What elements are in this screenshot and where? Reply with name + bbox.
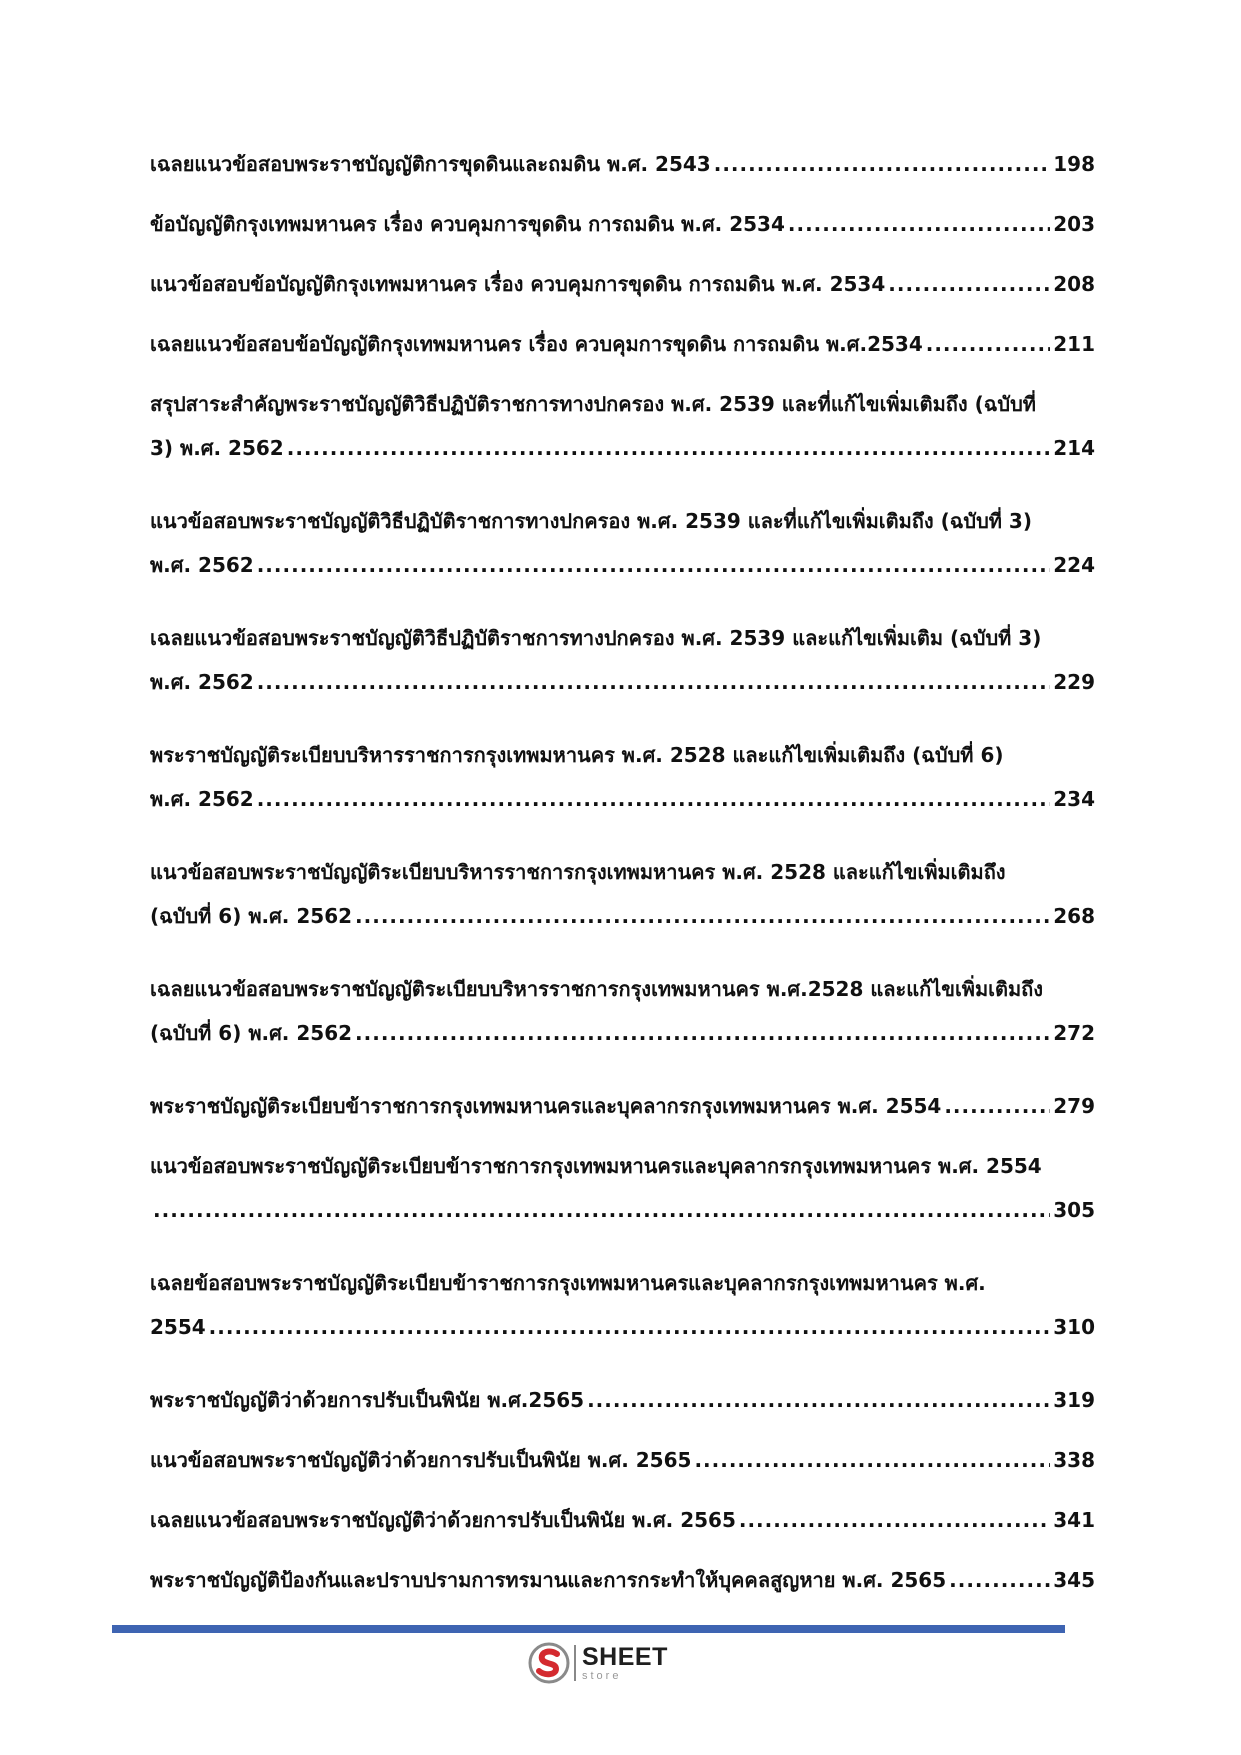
toc-entry-title: พระราชบัญญัติระเบียบข้าราชการกรุงเทพมหานครและบุคลากรกรุงเทพมหานคร พ.ศ. 2554: [150, 1094, 942, 1118]
toc-leader-dots: [153, 1196, 1050, 1225]
toc-entry[interactable]: [150, 1566, 1095, 1595]
toc-entry-page: 198: [1053, 152, 1095, 176]
toc-leader-dots: [944, 1092, 1050, 1121]
table-of-contents: [150, 150, 1095, 1626]
toc-entry-page: 305: [1053, 1198, 1095, 1222]
toc-entry-page: 208: [1053, 272, 1095, 296]
toc-entry-title-line1: แนวข้อสอบพระราชบัญญัติระเบียบข้าราชการกรุงเทพมหานครและบุคลากรกรุงเทพมหานคร พ.ศ. 2554: [150, 1154, 1042, 1178]
toc-entry-title: เฉลยแนวข้อสอบพระราชบัญญัติการขุดดินและถมดิน พ.ศ. 2543: [150, 152, 711, 176]
toc-entry-title-line1: พระราชบัญญัติระเบียบบริหารราชการกรุงเทพมหานคร พ.ศ. 2528 และแก้ไขเพิ่มเติมถึง (ฉบับที่ 6): [150, 743, 1004, 767]
toc-entry-page: 338: [1053, 1448, 1095, 1472]
toc-leader-dots: [926, 330, 1051, 359]
toc-entry[interactable]: [150, 507, 1095, 580]
toc-entry[interactable]: [150, 624, 1095, 697]
toc-entry-title-line2: (ฉบับที่ 6) พ.ศ. 2562: [150, 1021, 353, 1045]
toc-leader-dots: [714, 150, 1051, 179]
toc-entry-page: 224: [1053, 553, 1095, 577]
toc-leader-dots: [355, 1019, 1050, 1048]
toc-entry-page: 211: [1053, 332, 1095, 356]
toc-entry-title: แนวข้อสอบข้อบัญญัติกรุงเทพมหานคร เรื่อง ควบคุมการขุดดิน การถมดิน พ.ศ. 2534: [150, 272, 886, 296]
toc-entry[interactable]: [150, 270, 1095, 299]
toc-entry-title-line1: แนวข้อสอบพระราชบัญญัติวิธีปฏิบัติราชการทางปกครอง พ.ศ. 2539 และที่แก้ไขเพิ่มเติมถึง (ฉบับที่ 3): [150, 509, 1032, 533]
logo-separator: [574, 1645, 576, 1681]
toc-entry-title-line2: 2554: [150, 1315, 206, 1339]
toc-entry[interactable]: [150, 1446, 1095, 1475]
toc-entry-page: 234: [1053, 787, 1095, 811]
toc-entry-title: แนวข้อสอบพระราชบัญญัติว่าด้วยการปรับเป็นพินัย พ.ศ. 2565: [150, 1448, 692, 1472]
toc-entry[interactable]: [150, 858, 1095, 931]
toc-entry[interactable]: [150, 1386, 1095, 1415]
toc-leader-dots: [209, 1313, 1051, 1342]
toc-entry-page: 279: [1053, 1094, 1095, 1118]
toc-entry-page: 310: [1053, 1315, 1095, 1339]
toc-entry-page: 268: [1053, 904, 1095, 928]
toc-entry[interactable]: [150, 1152, 1095, 1225]
toc-entry-title: เฉลยแนวข้อสอบพระราชบัญญัติว่าด้วยการปรับเป็นพินัย พ.ศ. 2565: [150, 1508, 736, 1532]
toc-leader-dots: [355, 902, 1050, 931]
toc-entry-title-line1: สรุปสาระสำคัญพระราชบัญญัติวิธีปฏิบัติราชการทางปกครอง พ.ศ. 2539 และที่แก้ไขเพิ่มเติมถึง (ฉบับที่: [150, 392, 1036, 416]
toc-leader-dots: [257, 551, 1051, 580]
toc-entry-title-line2: พ.ศ. 2562: [150, 670, 254, 694]
toc-entry[interactable]: [150, 1506, 1095, 1535]
toc-entry-title: เฉลยแนวข้อสอบข้อบัญญัติกรุงเทพมหานคร เรื่อง ควบคุมการขุดดิน การถมดิน พ.ศ.2534: [150, 332, 923, 356]
toc-entry-title-line2: 3) พ.ศ. 2562: [150, 436, 284, 460]
toc-leader-dots: [888, 270, 1050, 299]
toc-entry-title-line1: เฉลยแนวข้อสอบพระราชบัญญัติระเบียบบริหารราชการกรุงเทพมหานคร พ.ศ.2528 และแก้ไขเพิ่มเติมถึง: [150, 977, 1044, 1001]
s-logo-icon: [528, 1642, 570, 1684]
logo-main-text: SHEET: [582, 1642, 668, 1671]
toc-entry-title: พระราชบัญญัติป้องกันและปราบปรามการทรมานและการกระทำให้บุคคลสูญหาย พ.ศ. 2565: [150, 1568, 947, 1592]
toc-entry[interactable]: [150, 390, 1095, 463]
toc-leader-dots: [694, 1446, 1050, 1475]
toc-entry-title: ข้อบัญญัติกรุงเทพมหานคร เรื่อง ควบคุมการขุดดิน การถมดิน พ.ศ. 2534: [150, 212, 785, 236]
toc-entry-title-line1: เฉลยข้อสอบพระราชบัญญัติระเบียบข้าราชการกรุงเทพมหานครและบุคลากรกรุงเทพมหานคร พ.ศ.: [150, 1271, 986, 1295]
toc-entry-page: 345: [1053, 1568, 1095, 1592]
toc-entry-title-line2: พ.ศ. 2562: [150, 553, 254, 577]
footer-divider: [112, 1625, 1065, 1633]
toc-entry-title-line2: พ.ศ. 2562: [150, 787, 254, 811]
sheet-store-logo: [528, 1640, 668, 1686]
toc-entry-page: 341: [1053, 1508, 1095, 1532]
toc-entry-page: 214: [1053, 436, 1095, 460]
toc-entry-page: 272: [1053, 1021, 1095, 1045]
toc-entry-title: พระราชบัญญัติว่าด้วยการปรับเป็นพินัย พ.ศ.2565: [150, 1388, 585, 1412]
toc-entry[interactable]: [150, 150, 1095, 179]
toc-entry[interactable]: [150, 210, 1095, 239]
toc-leader-dots: [788, 210, 1050, 239]
logo-sub-text: store: [582, 1669, 622, 1682]
toc-entry[interactable]: [150, 741, 1095, 814]
toc-entry[interactable]: [150, 1269, 1095, 1342]
toc-leader-dots: [739, 1506, 1050, 1535]
toc-leader-dots: [257, 785, 1051, 814]
toc-entry[interactable]: [150, 1092, 1095, 1121]
toc-entry-title-line1: เฉลยแนวข้อสอบพระราชบัญญัติวิธีปฏิบัติราชการทางปกครอง พ.ศ. 2539 และแก้ไขเพิ่มเติม (ฉบับที่ 3): [150, 626, 1042, 650]
toc-entry-title-line1: แนวข้อสอบพระราชบัญญัติระเบียบบริหารราชการกรุงเทพมหานคร พ.ศ. 2528 และแก้ไขเพิ่มเติมถึง: [150, 860, 1006, 884]
toc-entry-page: 229: [1053, 670, 1095, 694]
toc-entry-page: 203: [1053, 212, 1095, 236]
toc-entry[interactable]: [150, 330, 1095, 359]
toc-entry[interactable]: [150, 975, 1095, 1048]
toc-leader-dots: [287, 434, 1051, 463]
toc-entry-title-line2: (ฉบับที่ 6) พ.ศ. 2562: [150, 904, 353, 928]
toc-entry-page: 319: [1053, 1388, 1095, 1412]
toc-leader-dots: [587, 1386, 1050, 1415]
toc-leader-dots: [257, 668, 1051, 697]
toc-leader-dots: [949, 1566, 1050, 1595]
logo-wordmark: [582, 1642, 668, 1682]
